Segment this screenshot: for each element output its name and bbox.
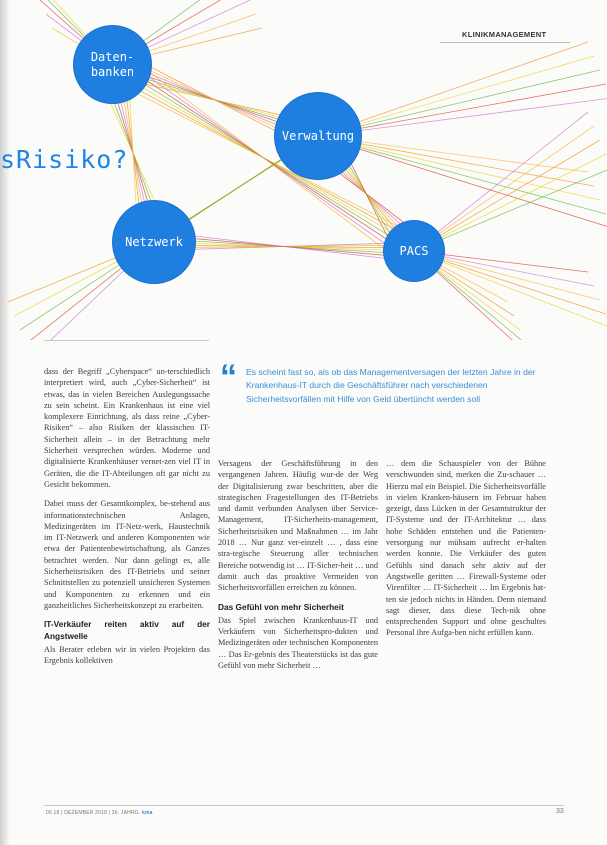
connection-line [318,70,600,136]
footer-issue-text: 06.18 | DEZEMBER 2018 | 36. JAHRG. [46,810,141,816]
page-number: 33 [556,808,564,815]
paragraph: Das Spiel zwischen Krankenhaus-IT und Verkäufern von Sicherheitspro-dukten und Medizingeräten oder technischen Komponenten … Das Er-gebnis des Theaterstücks ist das gute Gefühl von mehr Sicherheit … [218,615,378,671]
paragraph: Versagens der Geschäftsführung in den vergangenen Jahren. Häufig wur-de der Weg der Digitalisierung zwar beschritten, aber die strategischen Fragestellungen des IT-Betriebs und damit verbunden Analysen über Service-Management, IT-Sicherheits-management, Sicherheitsrisiken und Maßnahmen … im Jahr 2018 … Nur ganz ver-einzelt … , dass eine stra-tegische Steuerung aller technischen Bereiche notwendig ist … IT-Sicher-heit … und damit auch das proaktive Vermeiden von Sicherheitsvorfällen erreichen zu können. [218,459,378,593]
paragraph: … dem die Schauspieler von der Bühne verschwunden sind, merken die Zu-schauer … Hierzu mal ein Beispiel. Die Sicherheitsvorfälle in vielen Kranken-häusern im Februar haben gezeigt, dass Lücken in der Gesamtstruktur der IT-Systeme und der IT-Architektur … dass hohe Schäden entstehen und die Patienten-versorgung nur mühsam aufrecht er-halten werden konnte. Die Verkäufer des guten Gefühls sind danach sehr aktiv auf der Angstwelle geritten … Firewall-Systeme oder Virenfilter … IT-Sicherheit … Im Ergebnis hat-ten sie jedoch nichts in Händen. Denn niemand sagt dieser, dass diese Tech-nik ohne entsprechenden Support und ohne geschultes Personal ihre Aufga-ben nicht erfüllen kann. [386,459,546,638]
paragraph: dass der Begriff „Cyberspace“ un-terschiedlich interpretiert wird, auch „Cyber-Sicherheit“ ist etwas, das in vielen Bereichen Auslegungssache zu sein scheint. Ein Krankenhaus ist eine viel komplexere Einrichtung, als dass reine „Cyber-Risiken“ – also Risiken der klassischen IT-Sicherheit allein – in der Betrachtung mehr Sicherheit versprechen würden. Moderne und digitalisierte Krankenhäuser vernet-zen viel IT in Geräten, die die IT-Abteilungen oft gar nicht zu Gesicht bekommen. [44,367,210,489]
body-column-2 [218,458,378,788]
pull-quote: Es scheint fast so, als ob das Managementversagen der letzten Jahre in der Krankenhaus-IT durch die Geschäftsführer nach verschiedenen Sicherheitsvorfällen mit Hilfe von Geld übertüncht werden soll [246,367,536,404]
subheading: Das Gefühl von mehr Sicherheit [218,601,344,612]
connection-line [414,140,600,251]
section-label: KLINIKMANAGEMENT [462,30,547,39]
column-rule [44,340,209,341]
paragraph: Dabei muss der Gesamtkomplex, be-stehend aus informationstechnischen Anlagen, Medizingeräten im IT-Netz-werk, Haustechnik im IT-Netzwerk und anderen Komponenten wie etwa der Patientenbewirtschaftung, als Ganzes betrachtet werden. Nur dann gelingt es, alle Sicherheitsrisiken des IT-Betriebs und seiner Schnittstellen zu potenziell unsicheren Systemen und Komponenten zu erkennen und ein ganzheitliches Sicherheitskonzept zu erarbeiten. [44,499,210,610]
footer-rule [44,805,564,806]
connection-line [318,98,607,136]
node-verwaltung: Verwaltung [275,93,361,179]
connection-line [414,168,607,251]
quote-mark-icon: “ [220,358,237,396]
footer-brand: kma [142,810,153,816]
node-pacs: PACS [384,221,444,281]
connection-line [414,126,594,251]
body-column-3 [386,458,546,788]
node-datenbanken: Daten- banken [74,26,151,103]
footer-issue [46,810,153,816]
connection-line [414,154,606,251]
connection-line [169,233,399,260]
subheading: IT-Verkäufer reiten aktiv auf der Angstwelle [44,619,210,641]
connection-line [414,112,588,251]
connection-line [318,84,606,136]
node-netzwerk: Netzwerk [113,201,195,283]
headline: sRisiko? [0,145,129,174]
paragraph: Als Berater erleben wir in vielen Projekten das Ergebnis kollektiven [44,644,210,666]
body-column-1 [44,366,210,786]
